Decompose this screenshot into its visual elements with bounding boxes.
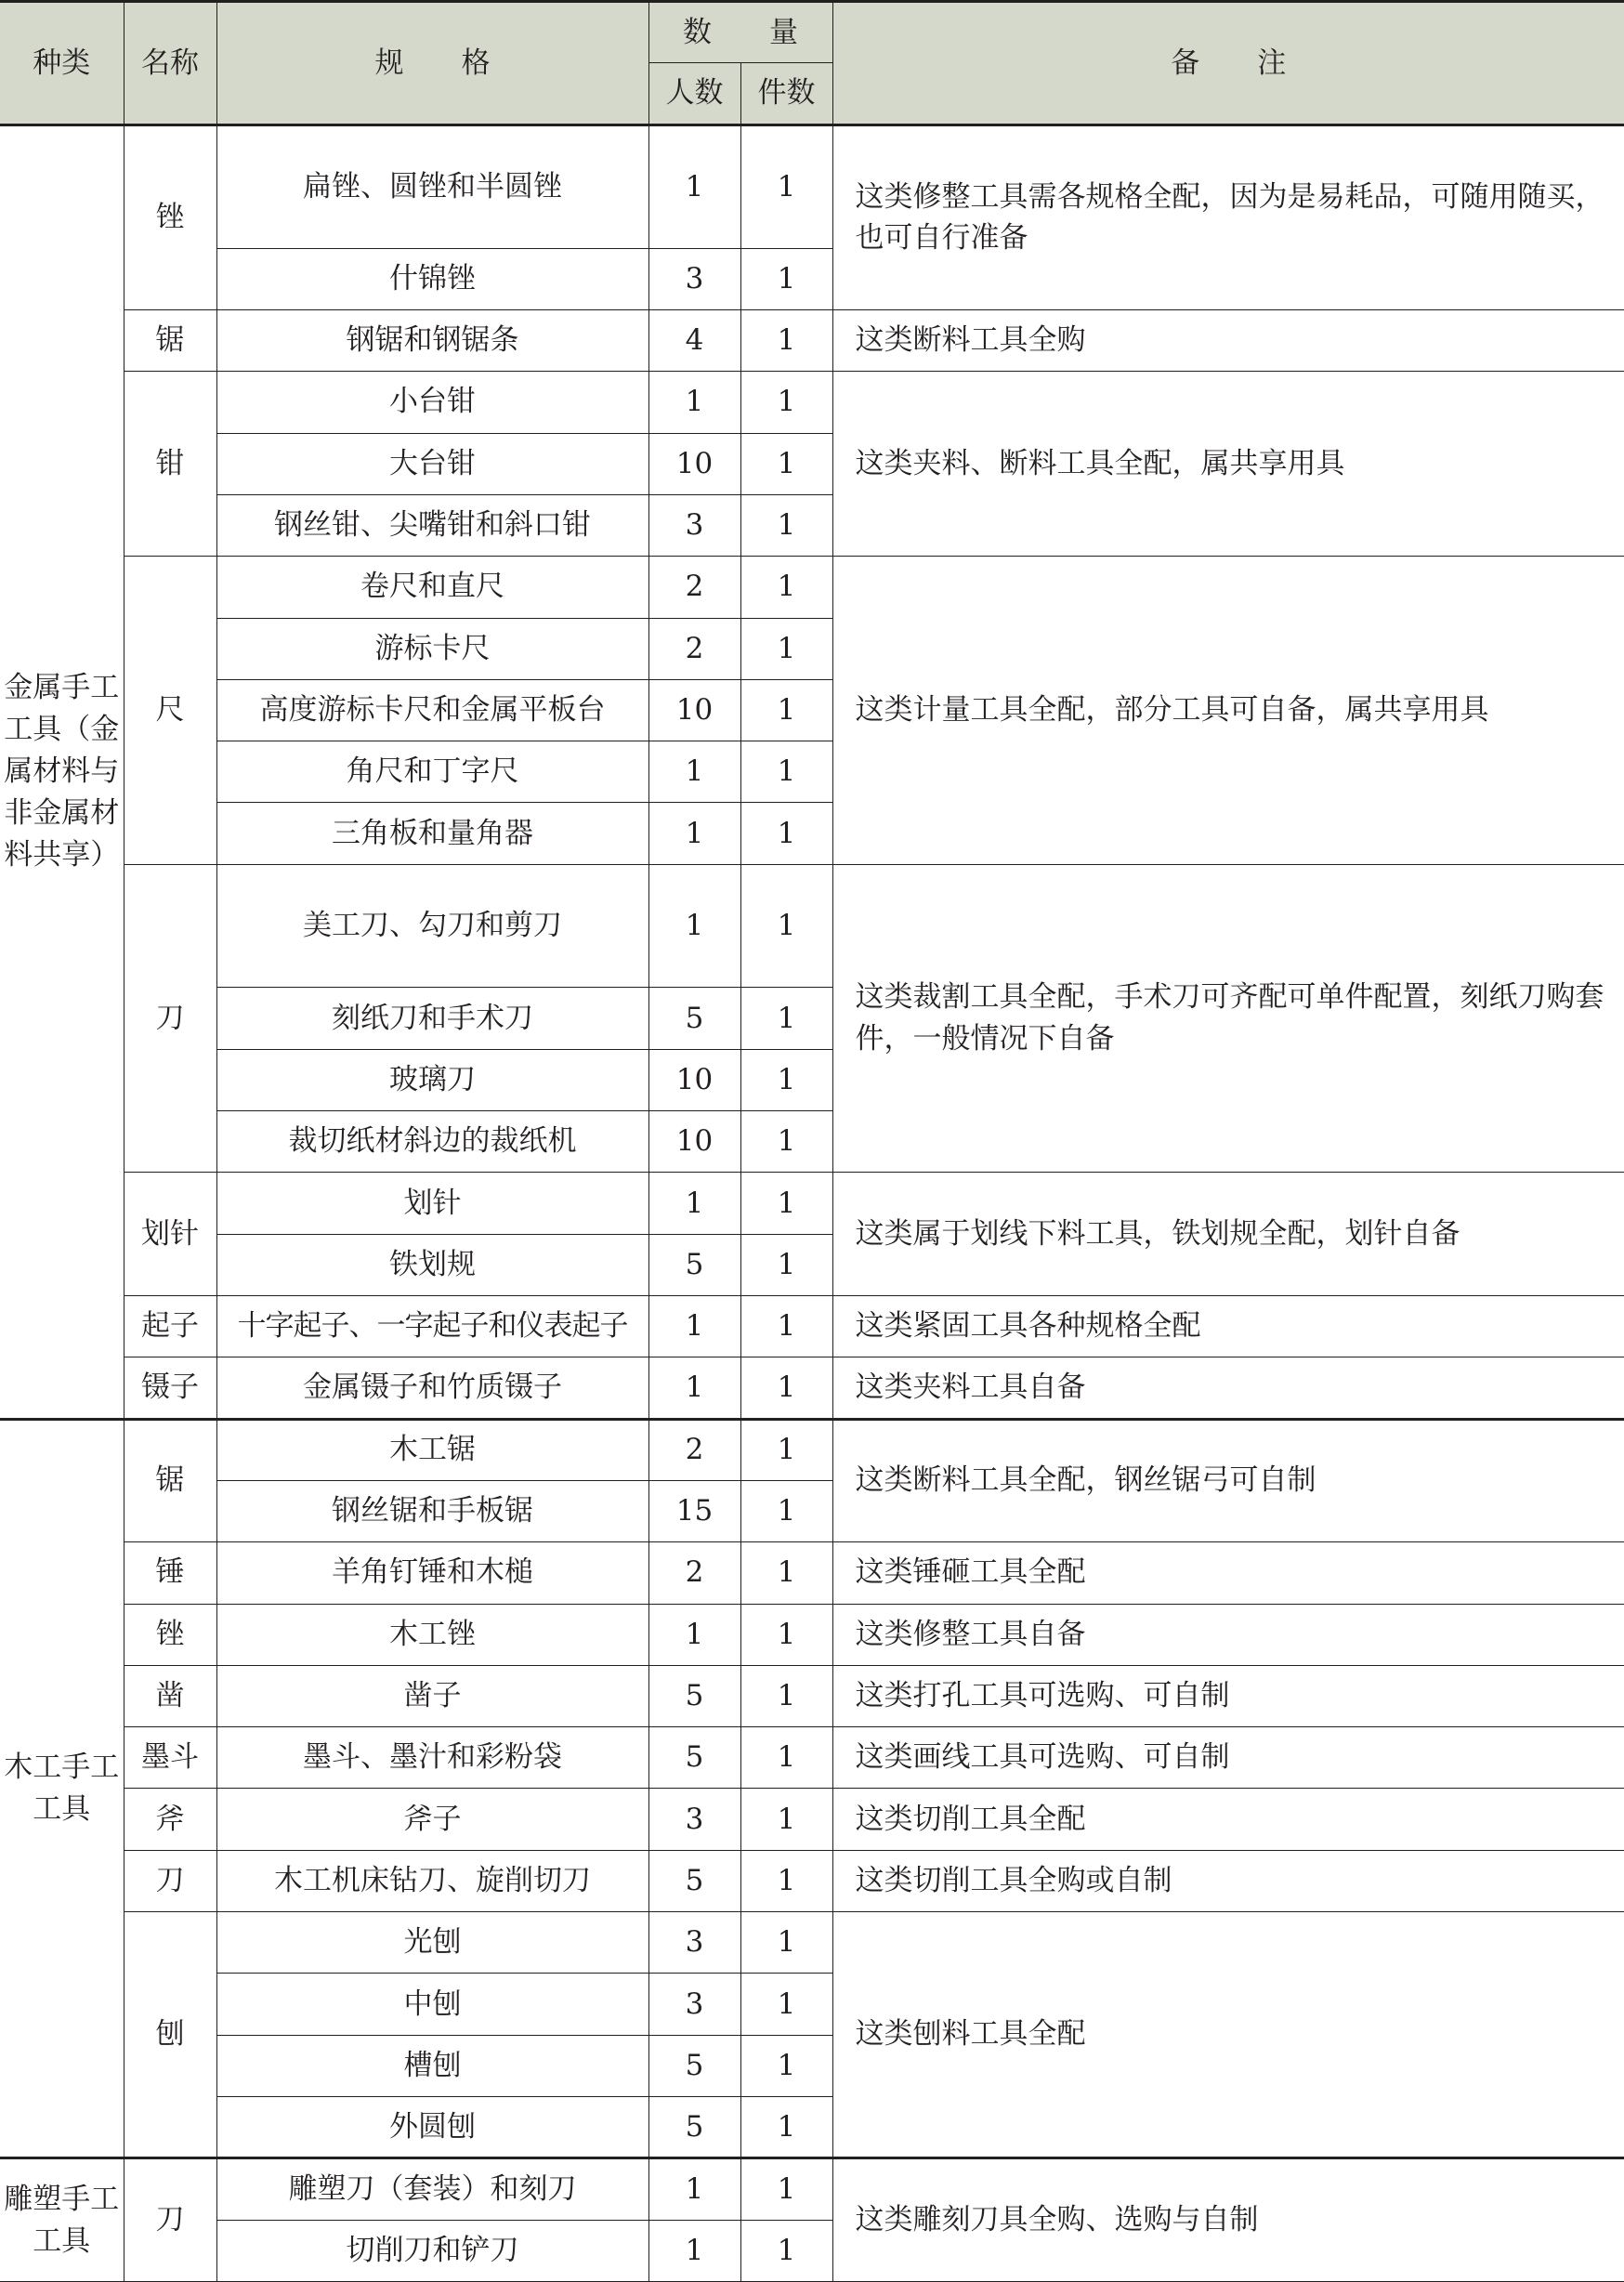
header-spec: 规 格 [216,2,648,125]
spec-cell: 外圆刨 [216,2097,648,2158]
remark-cell: 这类断料工具全购 [832,309,1624,371]
pieces-cell: 1 [740,1850,832,1911]
spec-cell: 木工锉 [216,1604,648,1665]
tool-name-cell: 凿 [124,1665,216,1726]
tool-name-cell: 起子 [124,1295,216,1357]
table-row [0,1295,1624,1357]
pieces-cell: 1 [740,1604,832,1665]
people-cell: 3 [648,494,740,556]
table-row [0,1789,1624,1850]
table-row [0,1604,1624,1665]
header-category: 种类 [0,2,124,125]
table-row [0,1912,1624,1974]
remark-cell: 这类切削工具全配 [832,1789,1624,1850]
remark-cell: 这类计量工具全配，部分工具可自备，属共享用具 [832,557,1624,865]
spec-cell: 大台钳 [216,433,648,494]
pieces-cell: 1 [740,1912,832,1974]
people-cell: 15 [648,1480,740,1541]
spec-cell: 小台钳 [216,372,648,433]
tool-name-cell: 钳 [124,372,216,557]
people-cell: 3 [648,248,740,309]
tool-name-cell: 锯 [124,309,216,371]
table-row [0,1419,1624,1480]
people-cell: 1 [648,372,740,433]
category-cell: 金属手工工具（金属材料与非金属材料共享） [0,125,124,1420]
spec-cell: 玻璃刀 [216,1049,648,1110]
table-body [0,125,1624,2282]
header-remark: 备 注 [832,2,1624,125]
spec-cell: 木工机床钻刀、旋削切刀 [216,1850,648,1911]
spec-cell: 高度游标卡尺和金属平板台 [216,679,648,741]
pieces-cell: 1 [740,1357,832,1419]
remark-cell: 这类雕刻刀具全购、选购与自制 [832,2158,1624,2282]
spec-cell: 铁划规 [216,1234,648,1295]
tool-name-cell: 锉 [124,1604,216,1665]
tool-name-cell: 刀 [124,1850,216,1911]
table-row [0,125,1624,249]
remark-cell: 这类夹料、断料工具全配，属共享用具 [832,372,1624,557]
spec-cell: 钢丝钳、尖嘴钳和斜口钳 [216,494,648,556]
spec-cell: 游标卡尺 [216,618,648,679]
spec-cell: 划针 [216,1173,648,1234]
people-cell: 5 [648,2035,740,2096]
pieces-cell: 1 [740,1049,832,1110]
pieces-cell: 1 [740,309,832,371]
remark-cell: 这类断料工具全配，钢丝锯弓可自制 [832,1419,1624,1542]
tool-name-cell: 划针 [124,1173,216,1296]
spec-cell: 扁锉、圆锉和半圆锉 [216,125,648,249]
header-pieces: 件数 [740,63,832,125]
header-people: 人数 [648,63,740,125]
tool-name-cell: 斧 [124,1789,216,1850]
tool-name-cell: 尺 [124,557,216,865]
table-row [0,864,1624,988]
spec-cell: 钢丝锯和手板锯 [216,1480,648,1541]
spec-cell: 切削刀和铲刀 [216,2220,648,2281]
people-cell: 1 [648,2220,740,2281]
people-cell: 3 [648,1974,740,2035]
spec-cell: 凿子 [216,1665,648,1726]
people-cell: 1 [648,1357,740,1419]
remark-cell: 这类裁割工具全配，手术刀可齐配可单件配置，刻纸刀购套件，一般情况下自备 [832,864,1624,1173]
remark-cell: 这类画线工具可选购、可自制 [832,1727,1624,1789]
spec-cell: 雕塑刀（套装）和刻刀 [216,2158,648,2220]
spec-cell: 美工刀、勾刀和剪刀 [216,864,648,988]
people-cell: 4 [648,309,740,371]
table-row [0,1727,1624,1789]
people-cell: 2 [648,557,740,618]
remark-cell: 这类修整工具需各规格全配，因为是易耗品，可随用随买，也可自行准备 [832,125,1624,310]
pieces-cell: 1 [740,494,832,556]
pieces-cell: 1 [740,2220,832,2281]
table-row [0,1542,1624,1604]
spec-cell: 角尺和丁字尺 [216,741,648,803]
people-cell: 2 [648,1542,740,1604]
pieces-cell: 1 [740,2035,832,2096]
people-cell: 5 [648,988,740,1049]
pieces-cell: 1 [740,1419,832,1480]
spec-cell: 刻纸刀和手术刀 [216,988,648,1049]
spec-cell: 墨斗、墨汁和彩粉袋 [216,1727,648,1789]
spec-cell: 卷尺和直尺 [216,557,648,618]
pieces-cell: 1 [740,2158,832,2220]
pieces-cell: 1 [740,1111,832,1173]
spec-cell: 羊角钉锤和木槌 [216,1542,648,1604]
pieces-cell: 1 [740,988,832,1049]
pieces-cell: 1 [740,557,832,618]
people-cell: 1 [648,1173,740,1234]
table-row [0,1665,1624,1726]
tool-name-cell: 镊子 [124,1357,216,1419]
table-row [0,1173,1624,1234]
spec-cell: 中刨 [216,1974,648,2035]
people-cell: 1 [648,2158,740,2220]
people-cell: 1 [648,1295,740,1357]
tool-name-cell: 锤 [124,1542,216,1604]
spec-cell: 木工锯 [216,1419,648,1480]
remark-cell: 这类夹料工具自备 [832,1357,1624,1419]
people-cell: 5 [648,1234,740,1295]
people-cell: 1 [648,1604,740,1665]
pieces-cell: 1 [740,741,832,803]
people-cell: 10 [648,679,740,741]
spec-cell: 三角板和量角器 [216,803,648,864]
pieces-cell: 1 [740,864,832,988]
spec-cell: 十字起子、一字起子和仪表起子 [216,1295,648,1357]
people-cell: 3 [648,1912,740,1974]
pieces-cell: 1 [740,372,832,433]
people-cell: 5 [648,1665,740,1726]
table-header [0,2,1624,125]
pieces-cell: 1 [740,1295,832,1357]
remark-cell: 这类切削工具全购或自制 [832,1850,1624,1911]
people-cell: 2 [648,618,740,679]
category-cell: 木工手工工具 [0,1419,124,2158]
people-cell: 1 [648,864,740,988]
people-cell: 2 [648,1419,740,1480]
remark-cell: 这类刨料工具全配 [832,1912,1624,2158]
pieces-cell: 1 [740,2097,832,2158]
pieces-cell: 1 [740,1234,832,1295]
spec-cell: 槽刨 [216,2035,648,2096]
people-cell: 3 [648,1789,740,1850]
people-cell: 10 [648,1111,740,1173]
tool-name-cell: 刀 [124,864,216,1173]
people-cell: 1 [648,741,740,803]
people-cell: 5 [648,1727,740,1789]
spec-cell: 钢锯和钢锯条 [216,309,648,371]
pieces-cell: 1 [740,679,832,741]
spec-cell: 裁切纸材斜边的裁纸机 [216,1111,648,1173]
people-cell: 10 [648,433,740,494]
header-name: 名称 [124,2,216,125]
table-row [0,1357,1624,1419]
pieces-cell: 1 [740,1665,832,1726]
spec-cell: 什锦锉 [216,248,648,309]
pieces-cell: 1 [740,1727,832,1789]
pieces-cell: 1 [740,125,832,249]
spec-cell: 金属镊子和竹质镊子 [216,1357,648,1419]
spec-cell: 光刨 [216,1912,648,1974]
pieces-cell: 1 [740,1480,832,1541]
remark-cell: 这类打孔工具可选购、可自制 [832,1665,1624,1726]
tool-name-cell: 墨斗 [124,1727,216,1789]
people-cell: 1 [648,125,740,249]
people-cell: 5 [648,2097,740,2158]
pieces-cell: 1 [740,1974,832,2035]
remark-cell: 这类修整工具自备 [832,1604,1624,1665]
people-cell: 5 [648,1850,740,1911]
tool-name-cell: 刨 [124,1912,216,2158]
remark-cell: 这类锤砸工具全配 [832,1542,1624,1604]
tool-name-cell: 锉 [124,125,216,310]
pieces-cell: 1 [740,618,832,679]
pieces-cell: 1 [740,1542,832,1604]
category-cell: 雕塑手工工具 [0,2158,124,2282]
tool-name-cell: 锯 [124,1419,216,1542]
people-cell: 1 [648,803,740,864]
pieces-cell: 1 [740,803,832,864]
pieces-cell: 1 [740,248,832,309]
pieces-cell: 1 [740,433,832,494]
table-row [0,372,1624,433]
pieces-cell: 1 [740,1173,832,1234]
table-row [0,309,1624,371]
people-cell: 10 [648,1049,740,1110]
header-quantity: 数 量 [648,2,832,63]
table-row [0,2158,1624,2220]
table-row [0,557,1624,618]
remark-cell: 这类属于划线下料工具，铁划规全配，划针自备 [832,1173,1624,1296]
table-row [0,1850,1624,1911]
pieces-cell: 1 [740,1789,832,1850]
tool-name-cell: 刀 [124,2158,216,2282]
remark-cell: 这类紧固工具各种规格全配 [832,1295,1624,1357]
spec-cell: 斧子 [216,1789,648,1850]
